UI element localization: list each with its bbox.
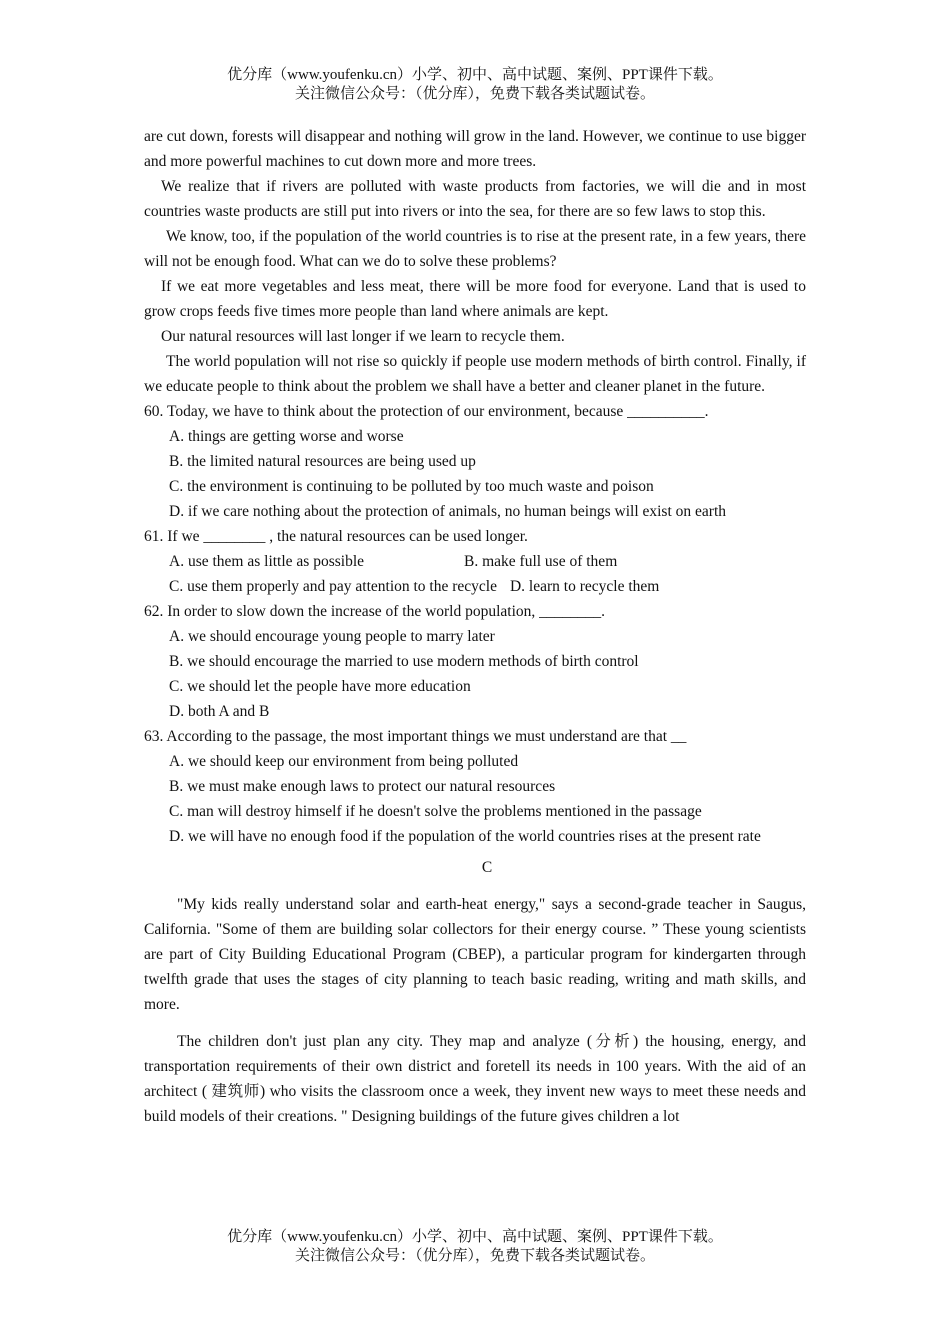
section-label: C — [481, 859, 493, 876]
question-option: A. things are getting worse and worse — [169, 428, 404, 445]
passage-b-paragraph: Our natural resources will last longer if we learn to recycle them. — [161, 328, 565, 345]
page-content — [144, 124, 806, 1129]
question-option: C. use them properly and pay attention to the recycle — [169, 578, 497, 595]
question-option: C. we should let the people have more education — [169, 678, 471, 695]
footer-line-2: 关注微信公众号：（优分库），免费下载各类试题试卷。 — [294, 1248, 655, 1264]
passage-c-paragraph: The children don't just plan any city. They map and analyze (分析) the housing, energy, and transportation requirements of their own district and foretell its needs in 100 years. With the aid of an architect ( 建筑师) who visits the classroom once a week, they invent new ways to meet these needs and build models of their creations. " Designing buildings of the future gives children a lot — [144, 1033, 806, 1125]
question-option: B. the limited natural resources are being used up — [169, 453, 476, 470]
passage-b-paragraph: are cut down, forests will disappear and nothing will grow in the land. However, we continue to use bigger and more powerful machines to cut down more and more trees. — [144, 128, 806, 170]
question-option: B. we should encourage the married to use modern methods of birth control — [169, 653, 639, 670]
question-option: D. we will have no enough food if the population of the world countries rises at the present rate — [169, 828, 761, 845]
question-63 — [144, 724, 806, 849]
page-footer — [0, 1228, 950, 1266]
option-row — [144, 574, 806, 599]
question-option: A. we should keep our environment from being polluted — [169, 753, 519, 770]
question-stem: 63. According to the passage, the most important things we must understand are that __ — [144, 728, 687, 745]
question-62 — [144, 599, 806, 724]
passage-b-paragraph: If we eat more vegetables and less meat, there will be more food for everyone. Land that is used to grow crops feeds five times more people than land where animals are kept. — [144, 278, 806, 320]
question-option: B. make full use of them — [464, 553, 618, 570]
question-61 — [144, 524, 806, 599]
question-option: D. if we care nothing about the protection of animals, no human beings will exist on earth — [169, 503, 727, 520]
question-stem: 62. In order to slow down the increase of the world population, ________. — [144, 603, 606, 620]
paragraph-gap — [144, 1017, 806, 1029]
question-60 — [144, 399, 806, 524]
question-option: C. the environment is continuing to be polluted by too much waste and poison — [169, 478, 654, 495]
passage-b-paragraph: The world population will not rise so quickly if people use modern methods of birth control. Finally, if we educate people to think about the problem we shall have a better and cleaner planet in the future. — [144, 353, 806, 395]
header-line-1: 优分库（www.youfenku.cn）小学、初中、高中试题、案例、PPT课件下载。 — [227, 67, 723, 83]
passage-c-paragraph: "My kids really understand solar and earth-heat energy," says a second-grade teacher in Saugus, California. "Some of them are building solar collectors for their energy course. ” These young scientists are part of City Building Educational Program (CBEP), a particular program for kindergarten through twelfth grade that uses the stages of city planning to teach basic reading, writing and math skills, and more. — [144, 896, 806, 1013]
question-option: B. we must make enough laws to protect our natural resources — [169, 778, 556, 795]
question-option: D. learn to recycle them — [509, 578, 660, 595]
option-row — [144, 549, 806, 574]
page-header — [0, 66, 950, 104]
question-option: A. we should encourage young people to marry later — [169, 628, 495, 645]
question-stem: 61. If we ________ , the natural resources can be used longer. — [144, 528, 528, 545]
question-option: C. man will destroy himself if he doesn't solve the problems mentioned in the passage — [169, 803, 702, 820]
passage-b-paragraph: We realize that if rivers are polluted with waste products from factories, we will die and in most countries waste products are still put into rivers or into the sea, for there are so few laws to stop this. — [144, 178, 806, 220]
passage-b-paragraph: We know, too, if the population of the world countries is to rise at the present rate, in a few years, there will not be enough food. What can we do to solve these problems? — [144, 228, 806, 270]
footer-line-1: 优分库（www.youfenku.cn）小学、初中、高中试题、案例、PPT课件下载。 — [227, 1229, 723, 1245]
question-stem: 60. Today, we have to think about the protection of our environment, because __________. — [144, 403, 709, 420]
question-option: D. both A and B — [169, 703, 270, 720]
header-line-2: 关注微信公众号：（优分库），免费下载各类试题试卷。 — [294, 86, 655, 102]
question-option: A. use them as little as possible — [169, 553, 365, 570]
